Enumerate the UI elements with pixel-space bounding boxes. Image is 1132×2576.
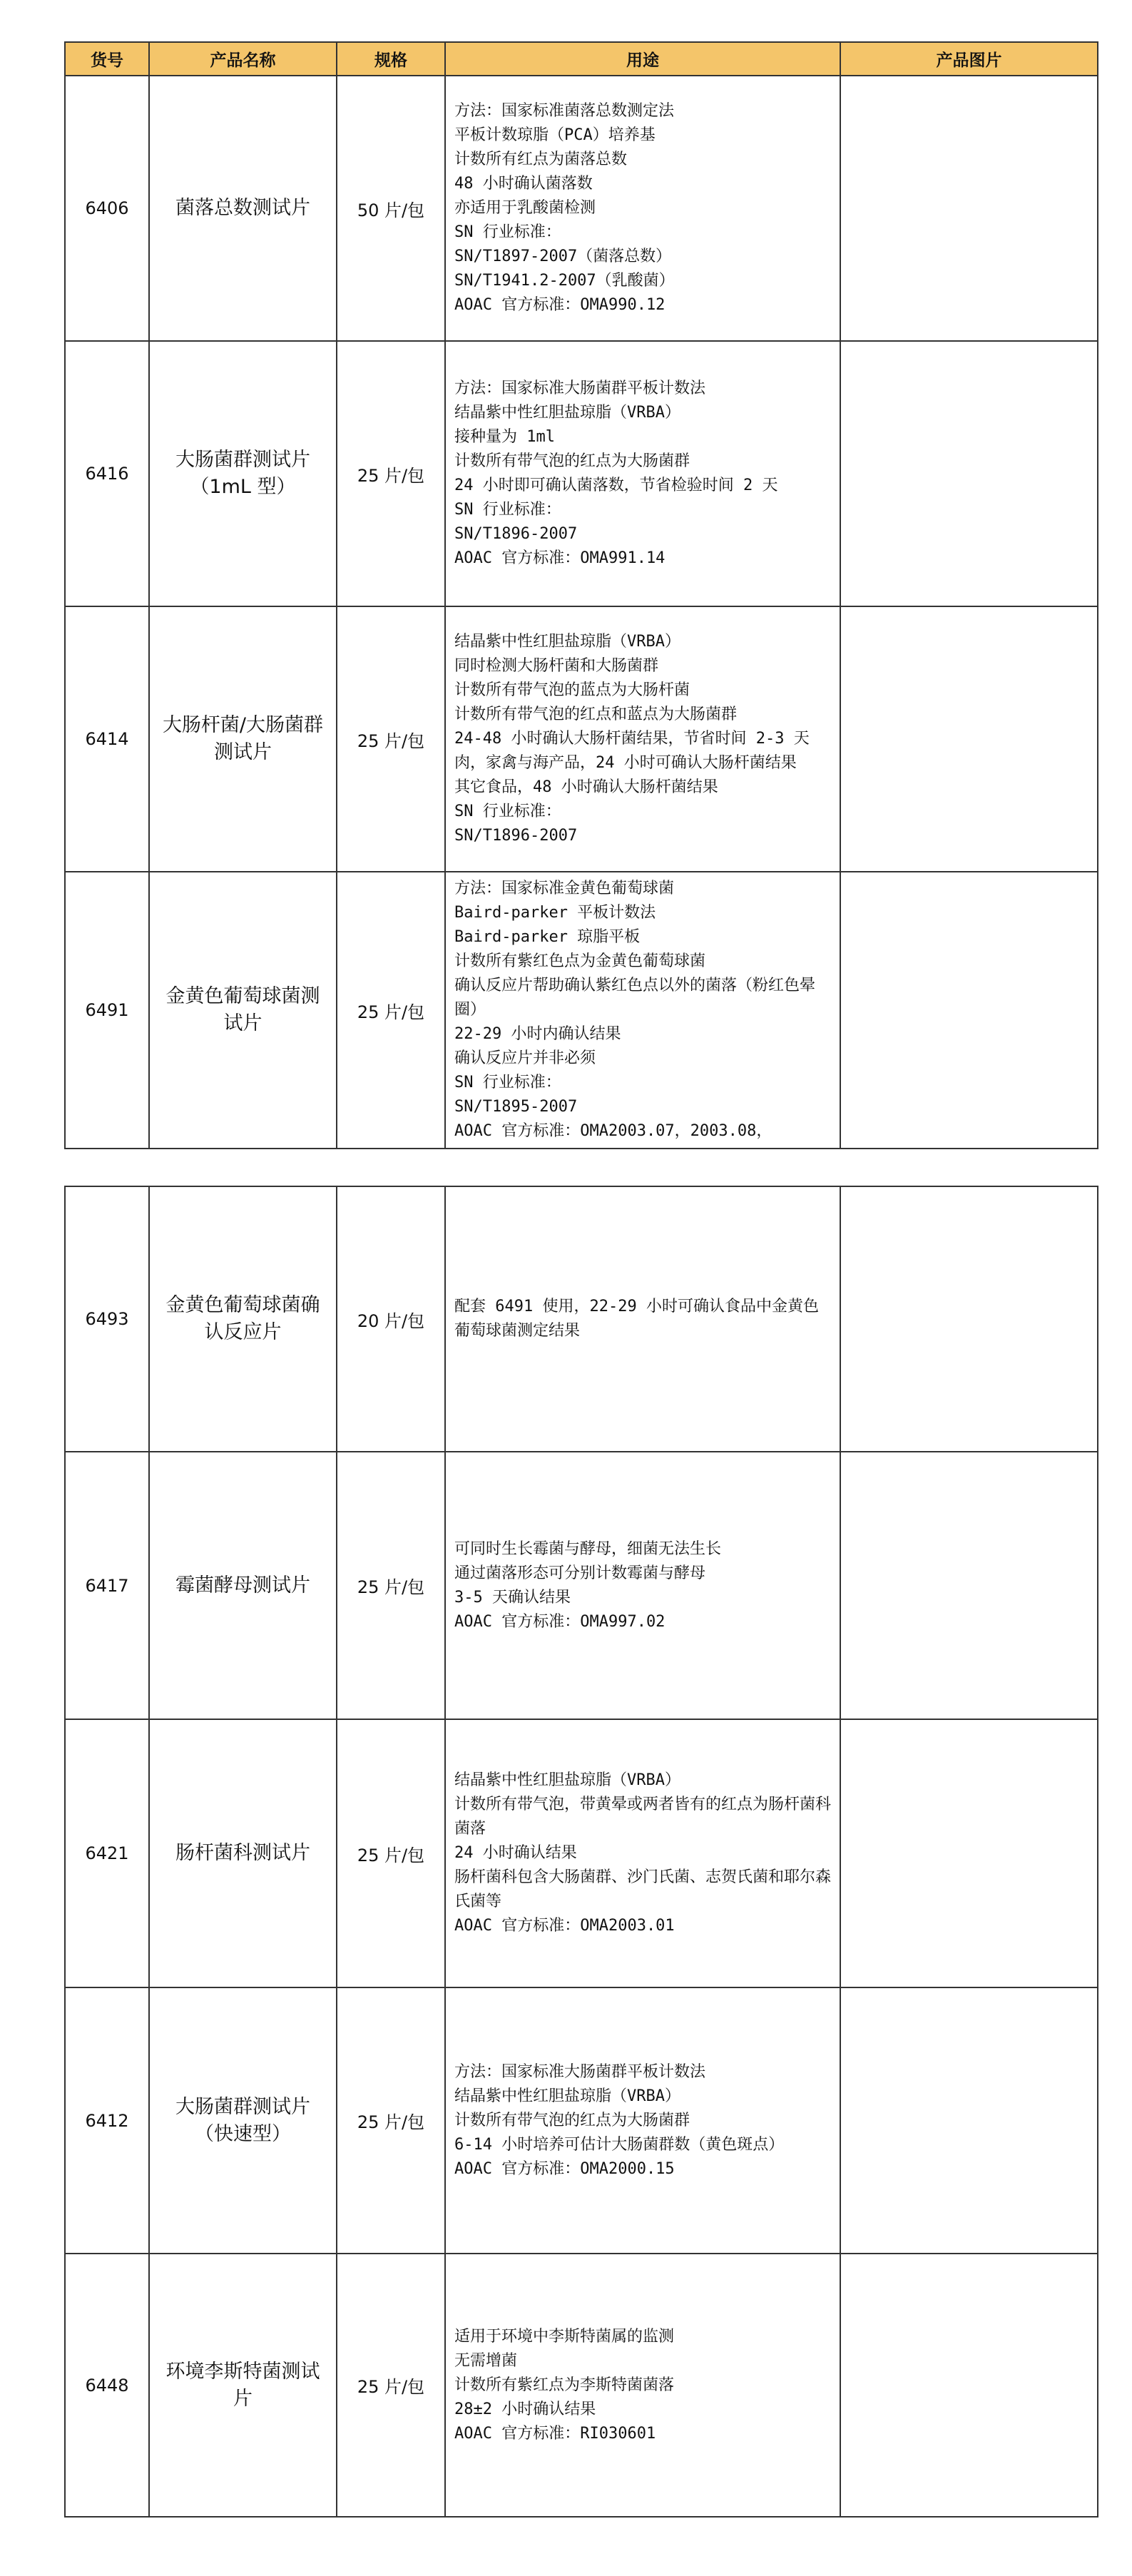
use-line: 平板计数琼脂（PCA）培养基: [454, 126, 656, 144]
use-line: 确认反应片并非必须: [454, 1049, 596, 1067]
use-line: SN 行业标准：: [454, 803, 561, 820]
item-no: 6448: [65, 2254, 149, 2517]
use-line: 亦适用于乳酸菌检测: [454, 199, 596, 217]
table-row: [65, 2254, 1098, 2517]
spec: 25 片/包: [337, 1987, 445, 2254]
table-row: [65, 341, 1098, 606]
product-name: 大肠菌群测试片（1mL 型）: [149, 341, 337, 606]
spec: 25 片/包: [337, 872, 445, 1149]
use-description: [445, 2254, 840, 2517]
use-line: 方法：国家标准大肠菌群平板计数法: [454, 2062, 706, 2081]
use-line: SN/T1897-2007（菌落总数）: [454, 248, 672, 265]
use-line: AOAC 官方标准：OMA997.02: [454, 1612, 666, 1631]
use-line: 方法：国家标准金黄色葡萄球菌: [454, 880, 675, 897]
spec: 25 片/包: [337, 341, 445, 606]
use-line: 24 小时即可确认菌落数，节省检验时间 2 天: [454, 477, 778, 494]
spec: 25 片/包: [337, 1452, 445, 1719]
header-use: 用途: [445, 42, 840, 76]
use-line: 28±2 小时确认结果: [454, 2400, 596, 2418]
use-line: 计数所有带气泡的红点为大肠菌群: [454, 2111, 690, 2129]
item-no: 6421: [65, 1719, 149, 1987]
item-no: 6406: [65, 76, 149, 341]
use-line: SN 行业标准：: [454, 223, 561, 241]
use-line: 其它食品，48 小时确认大肠杆菌结果: [454, 778, 718, 796]
use-line: 计数所有带气泡，带黄晕或两者皆有的红点为肠杆菌科菌落: [454, 1796, 832, 1838]
use-line: AOAC 官方标准：OMA2003.01: [454, 1917, 675, 1935]
use-line: 方法：国家标准菌落总数测定法: [454, 102, 675, 120]
use-line: 肉，家禽与海产品，24 小时可确认大肠杆菌结果: [454, 754, 797, 772]
table-row: [65, 1719, 1098, 1987]
use-line: 计数所有带气泡的蓝点为大肠杆菌: [454, 681, 690, 699]
use-line: 配套 6491 使用，22-29 小时可确认食品中金黄色葡萄球菌测定结果: [454, 1298, 819, 1340]
spec: 20 片/包: [337, 1186, 445, 1452]
item-no: 6493: [65, 1186, 149, 1452]
use-line: 24 小时确认结果: [454, 1844, 577, 1862]
item-no: 6491: [65, 872, 149, 1149]
table-row: [65, 1452, 1098, 1719]
item-no: 6414: [65, 606, 149, 872]
table-header-row: [65, 42, 1098, 76]
header-item-no: 货号: [65, 42, 149, 76]
spec: 25 片/包: [337, 2254, 445, 2517]
use-line: SN/T1896-2007: [454, 525, 578, 543]
use-line: 无需增菌: [454, 2351, 518, 2370]
use-line: Baird-parker 平板计数法: [454, 904, 656, 922]
use-line: 确认反应片帮助确认紫红色点以外的菌落（粉红色晕圈）: [454, 977, 816, 1019]
item-no: 6417: [65, 1452, 149, 1719]
use-line: 22-29 小时内确认结果: [454, 1025, 621, 1043]
product-table-1: [64, 41, 1098, 1149]
use-line: AOAC 官方标准：RI030601: [454, 2424, 656, 2443]
table-row: [65, 872, 1098, 1149]
use-line: Baird-parker 琼脂平板: [454, 928, 641, 946]
spec: 25 片/包: [337, 1719, 445, 1987]
header-spec: 规格: [337, 42, 445, 76]
product-image-cell: [840, 606, 1098, 872]
product-image-cell: [840, 872, 1098, 1149]
use-description: [445, 1452, 840, 1719]
use-line: SN 行业标准：: [454, 1074, 561, 1091]
use-description: [445, 1987, 840, 2254]
use-line: 接种量为 1ml: [454, 428, 555, 446]
use-line: AOAC 官方标准：OMA2003.07，2003.08，: [454, 1122, 772, 1140]
use-line: SN/T1895-2007: [454, 1098, 578, 1116]
use-description: [445, 606, 840, 872]
item-no: 6416: [65, 341, 149, 606]
use-description: [445, 872, 840, 1149]
use-line: 方法：国家标准大肠菌群平板计数法: [454, 380, 706, 397]
use-line: AOAC 官方标准：OMA990.12: [454, 296, 666, 314]
use-line: SN/T1941.2-2007（乳酸菌）: [454, 272, 675, 290]
item-no: 6412: [65, 1987, 149, 2254]
table-row: [65, 1186, 1098, 1452]
product-image-cell: [840, 1452, 1098, 1719]
use-line: 结晶紫中性红胆盐琼脂（VRBA）: [454, 2087, 680, 2105]
table-row: [65, 76, 1098, 341]
use-line: 可同时生长霉菌与酵母，细菌无法生长: [454, 1539, 722, 1558]
product-name: 大肠菌群测试片（快速型）: [149, 1987, 337, 2254]
use-line: 计数所有紫红点为李斯特菌菌落: [454, 2376, 675, 2394]
header-product-image: 产品图片: [840, 42, 1098, 76]
header-product-name: 产品名称: [149, 42, 337, 76]
product-name: 金黄色葡萄球菌确认反应片: [149, 1186, 337, 1452]
use-line: 24-48 小时确认大肠杆菌结果，节省时间 2-3 天: [454, 730, 810, 748]
product-image-cell: [840, 2254, 1098, 2517]
use-description: [445, 341, 840, 606]
use-line: 通过菌落形态可分别计数霉菌与酵母: [454, 1564, 706, 1582]
product-name: 肠杆菌科测试片: [149, 1719, 337, 1987]
use-line: 肠杆菌科包含大肠菌群、沙门氏菌、志贺氏菌和耶尔森氏菌等: [454, 1868, 832, 1910]
product-image-cell: [840, 1719, 1098, 1987]
product-image-cell: [840, 1987, 1098, 2254]
product-image-cell: [840, 76, 1098, 341]
product-name: 菌落总数测试片: [149, 76, 337, 341]
product-image-cell: [840, 1186, 1098, 1452]
product-image-cell: [840, 341, 1098, 606]
use-line: 适用于环境中李斯特菌属的监测: [454, 2327, 675, 2346]
product-name: 霉菌酵母测试片: [149, 1452, 337, 1719]
product-name: 金黄色葡萄球菌测试片: [149, 872, 337, 1149]
use-line: 计数所有红点为菌落总数: [454, 151, 628, 168]
use-line: SN 行业标准：: [454, 501, 561, 519]
use-line: 同时检测大肠杆菌和大肠菌群: [454, 657, 659, 675]
spec: 50 片/包: [337, 76, 445, 341]
use-description: [445, 76, 840, 341]
use-line: 3-5 天确认结果: [454, 1588, 571, 1607]
use-description: [445, 1719, 840, 1987]
product-name: 环境李斯特菌测试片: [149, 2254, 337, 2517]
use-line: AOAC 官方标准：OMA991.14: [454, 549, 666, 567]
use-line: 计数所有带气泡的红点和蓝点为大肠菌群: [454, 706, 738, 723]
use-description: [445, 1186, 840, 1452]
use-line: AOAC 官方标准：OMA2000.15: [454, 2159, 675, 2178]
use-line: 48 小时确认菌落数: [454, 175, 593, 193]
use-line: 计数所有紫红色点为金黄色葡萄球菌: [454, 952, 706, 970]
use-line: 结晶紫中性红胆盐琼脂（VRBA）: [454, 404, 680, 422]
table-row: [65, 1987, 1098, 2254]
spec: 25 片/包: [337, 606, 445, 872]
use-line: 结晶紫中性红胆盐琼脂（VRBA）: [454, 633, 680, 651]
product-table-2: [64, 1186, 1098, 2518]
use-line: 计数所有带气泡的红点为大肠菌群: [454, 452, 690, 470]
table-row: [65, 606, 1098, 872]
use-line: 结晶紫中性红胆盐琼脂（VRBA）: [454, 1771, 680, 1789]
product-name: 大肠杆菌/大肠菌群测试片: [149, 606, 337, 872]
use-line: 6-14 小时培养可估计大肠菌群数（黄色斑点）: [454, 2135, 785, 2154]
use-line: SN/T1896-2007: [454, 827, 578, 845]
